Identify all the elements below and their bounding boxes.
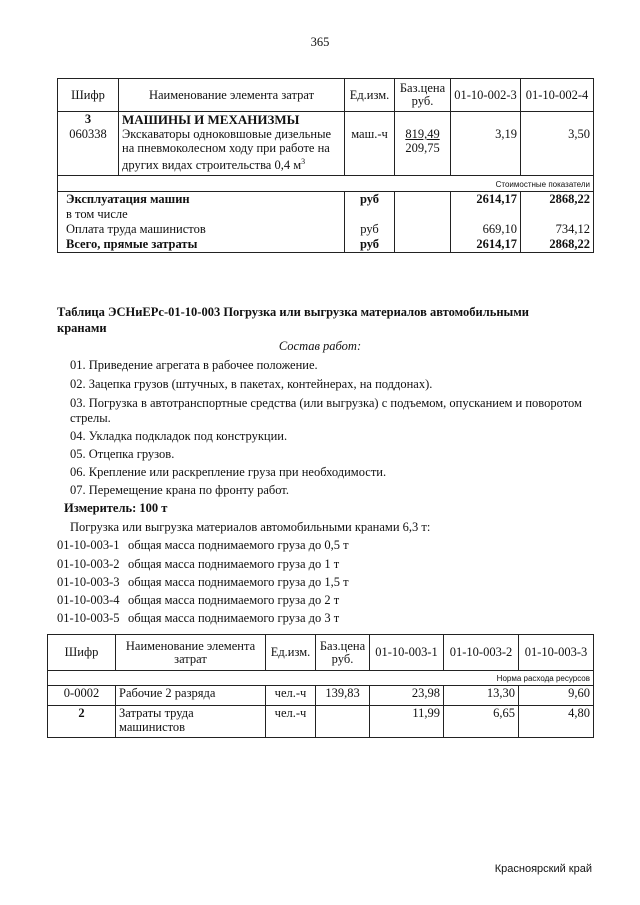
- item-name: [119, 127, 345, 176]
- row-unit: руб: [345, 237, 395, 253]
- footer-region: Красноярский край: [494, 863, 592, 875]
- table-row: [58, 207, 594, 222]
- row-value-1: 2614,17: [451, 237, 521, 253]
- row-value-2: 2868,22: [521, 237, 594, 253]
- intro-text: Погрузка или выгрузка материалов автомобильными кранами 6,3 т:: [70, 520, 431, 534]
- row-unit: руб: [345, 192, 395, 208]
- work-item: стрелы.: [70, 411, 111, 425]
- header-code: Шифр: [48, 635, 116, 671]
- row-value-3: 4,80: [519, 706, 594, 738]
- table-header-row: [58, 79, 594, 112]
- row-name: Эксплуатация машин: [58, 192, 345, 208]
- section-row: [58, 112, 594, 128]
- row-unit: чел.-ч: [266, 706, 316, 738]
- work-item: 05. Отцепка грузов.: [70, 447, 175, 461]
- row-value-1: 2614,17: [451, 192, 521, 208]
- item-value-1: 3,19: [451, 127, 521, 176]
- item-name-line3: других видах строительства 0,4 м: [122, 158, 302, 173]
- item-name-line1: Экскаваторы одноковшовые дизельные: [122, 127, 332, 141]
- header-price: Баз.цена руб.: [316, 635, 370, 671]
- table-row: [48, 706, 594, 738]
- table-row: [48, 686, 594, 706]
- works-heading: Состав работ:: [278, 339, 362, 353]
- row-value-2: 6,65: [444, 706, 519, 738]
- variant-code: 01-10-003-4: [57, 593, 120, 607]
- item-name-line2: на пневмоколесном ходу при работе на: [122, 141, 330, 155]
- section-title-line2: кранами: [57, 321, 107, 335]
- row-price: [316, 706, 370, 738]
- section-number: 3: [58, 112, 119, 128]
- table-row: [58, 192, 594, 208]
- table-header-row: [48, 635, 594, 671]
- work-item: 02. Зацепка грузов (штучных, в пакетах, контейнерах, на поддонах).: [70, 377, 433, 391]
- work-item: 04. Укладка подкладок под конструкции.: [70, 429, 288, 443]
- machines-table: [57, 78, 594, 253]
- row-code: 2: [48, 706, 116, 738]
- header-col1: 01-10-002-3: [451, 79, 521, 112]
- row-name: в том числе: [58, 207, 345, 222]
- row-value-1: 669,10: [451, 222, 521, 237]
- table-row: [58, 237, 594, 253]
- norm-label: Норма расхода ресурсов: [48, 671, 594, 686]
- row-value-1: 11,99: [370, 706, 444, 738]
- section-title-line1: Таблица ЭСНиЕРс-01-10-003 Погрузка или выгрузка материалов автомобильными: [57, 305, 530, 319]
- row-unit: чел.-ч: [266, 686, 316, 706]
- resources-table: [47, 634, 594, 738]
- variant-text: общая масса поднимаемого груза до 2 т: [128, 593, 340, 607]
- work-item: 07. Перемещение крана по фронту работ.: [70, 483, 289, 497]
- variant-text: общая масса поднимаемого груза до 1,5 т: [128, 575, 349, 589]
- variant-text: общая масса поднимаемого груза до 1 т: [128, 557, 340, 571]
- row-name: Рабочие 2 разряда: [116, 686, 266, 706]
- item-price-top: 819,49: [405, 127, 440, 141]
- row-value-2: 2868,22: [521, 192, 594, 208]
- variant-code: 01-10-003-2: [57, 557, 120, 571]
- variant-text: общая масса поднимаемого груза до 0,5 т: [128, 538, 349, 552]
- meter-label: Измеритель: 100 т: [64, 501, 168, 515]
- row-value-3: 9,60: [519, 686, 594, 706]
- header-col1: 01-10-003-1: [370, 635, 444, 671]
- variant-code: 01-10-003-5: [57, 611, 120, 625]
- row-value-2: 13,30: [444, 686, 519, 706]
- work-item: 03. Погрузка в автотранспортные средства (или выгрузка) с подъемом, опусканием и поворотом: [70, 396, 582, 410]
- page-number: 365: [310, 35, 330, 49]
- item-name-sup: 3: [301, 157, 306, 166]
- row-code: 0-0002: [48, 686, 116, 706]
- header-col2: 01-10-003-2: [444, 635, 519, 671]
- header-name: Наименование элемента затрат: [119, 79, 345, 112]
- item-code: 060338: [58, 127, 119, 176]
- section-title: МАШИНЫ И МЕХАНИЗМЫ: [119, 112, 345, 128]
- cost-label: Стоимостные показатели: [58, 176, 594, 192]
- table-row: [58, 222, 594, 237]
- variant-code: 01-10-003-3: [57, 575, 120, 589]
- item-value-2: 3,50: [521, 127, 594, 176]
- row-name: Всего, прямые затраты: [58, 237, 345, 253]
- row-value-2: 734,12: [521, 222, 594, 237]
- item-price: [395, 127, 451, 176]
- header-price: Баз.цена руб.: [395, 79, 451, 112]
- item-unit: маш.-ч: [345, 127, 395, 176]
- row-name: Затраты труда машинистов: [116, 706, 266, 738]
- row-unit: руб: [345, 222, 395, 237]
- work-item: 06. Крепление или раскрепление груза при необходимости.: [70, 465, 387, 479]
- item-price-bottom: 209,75: [405, 141, 440, 155]
- norm-label-row: [48, 671, 594, 686]
- header-col2: 01-10-002-4: [521, 79, 594, 112]
- header-code: Шифр: [58, 79, 119, 112]
- cost-label-row: [58, 176, 594, 192]
- work-item: 01. Приведение агрегата в рабочее положение.: [70, 358, 318, 372]
- row-value-1: 23,98: [370, 686, 444, 706]
- row-name: Оплата труда машинистов: [58, 222, 345, 237]
- row-price: 139,83: [316, 686, 370, 706]
- header-name: Наименование элемента затрат: [116, 635, 266, 671]
- header-unit: Ед.изм.: [266, 635, 316, 671]
- variant-code: 01-10-003-1: [57, 538, 120, 552]
- header-unit: Ед.изм.: [345, 79, 395, 112]
- header-col3: 01-10-003-3: [519, 635, 594, 671]
- variant-text: общая масса поднимаемого груза до 3 т: [128, 611, 340, 625]
- table-row: [58, 127, 594, 176]
